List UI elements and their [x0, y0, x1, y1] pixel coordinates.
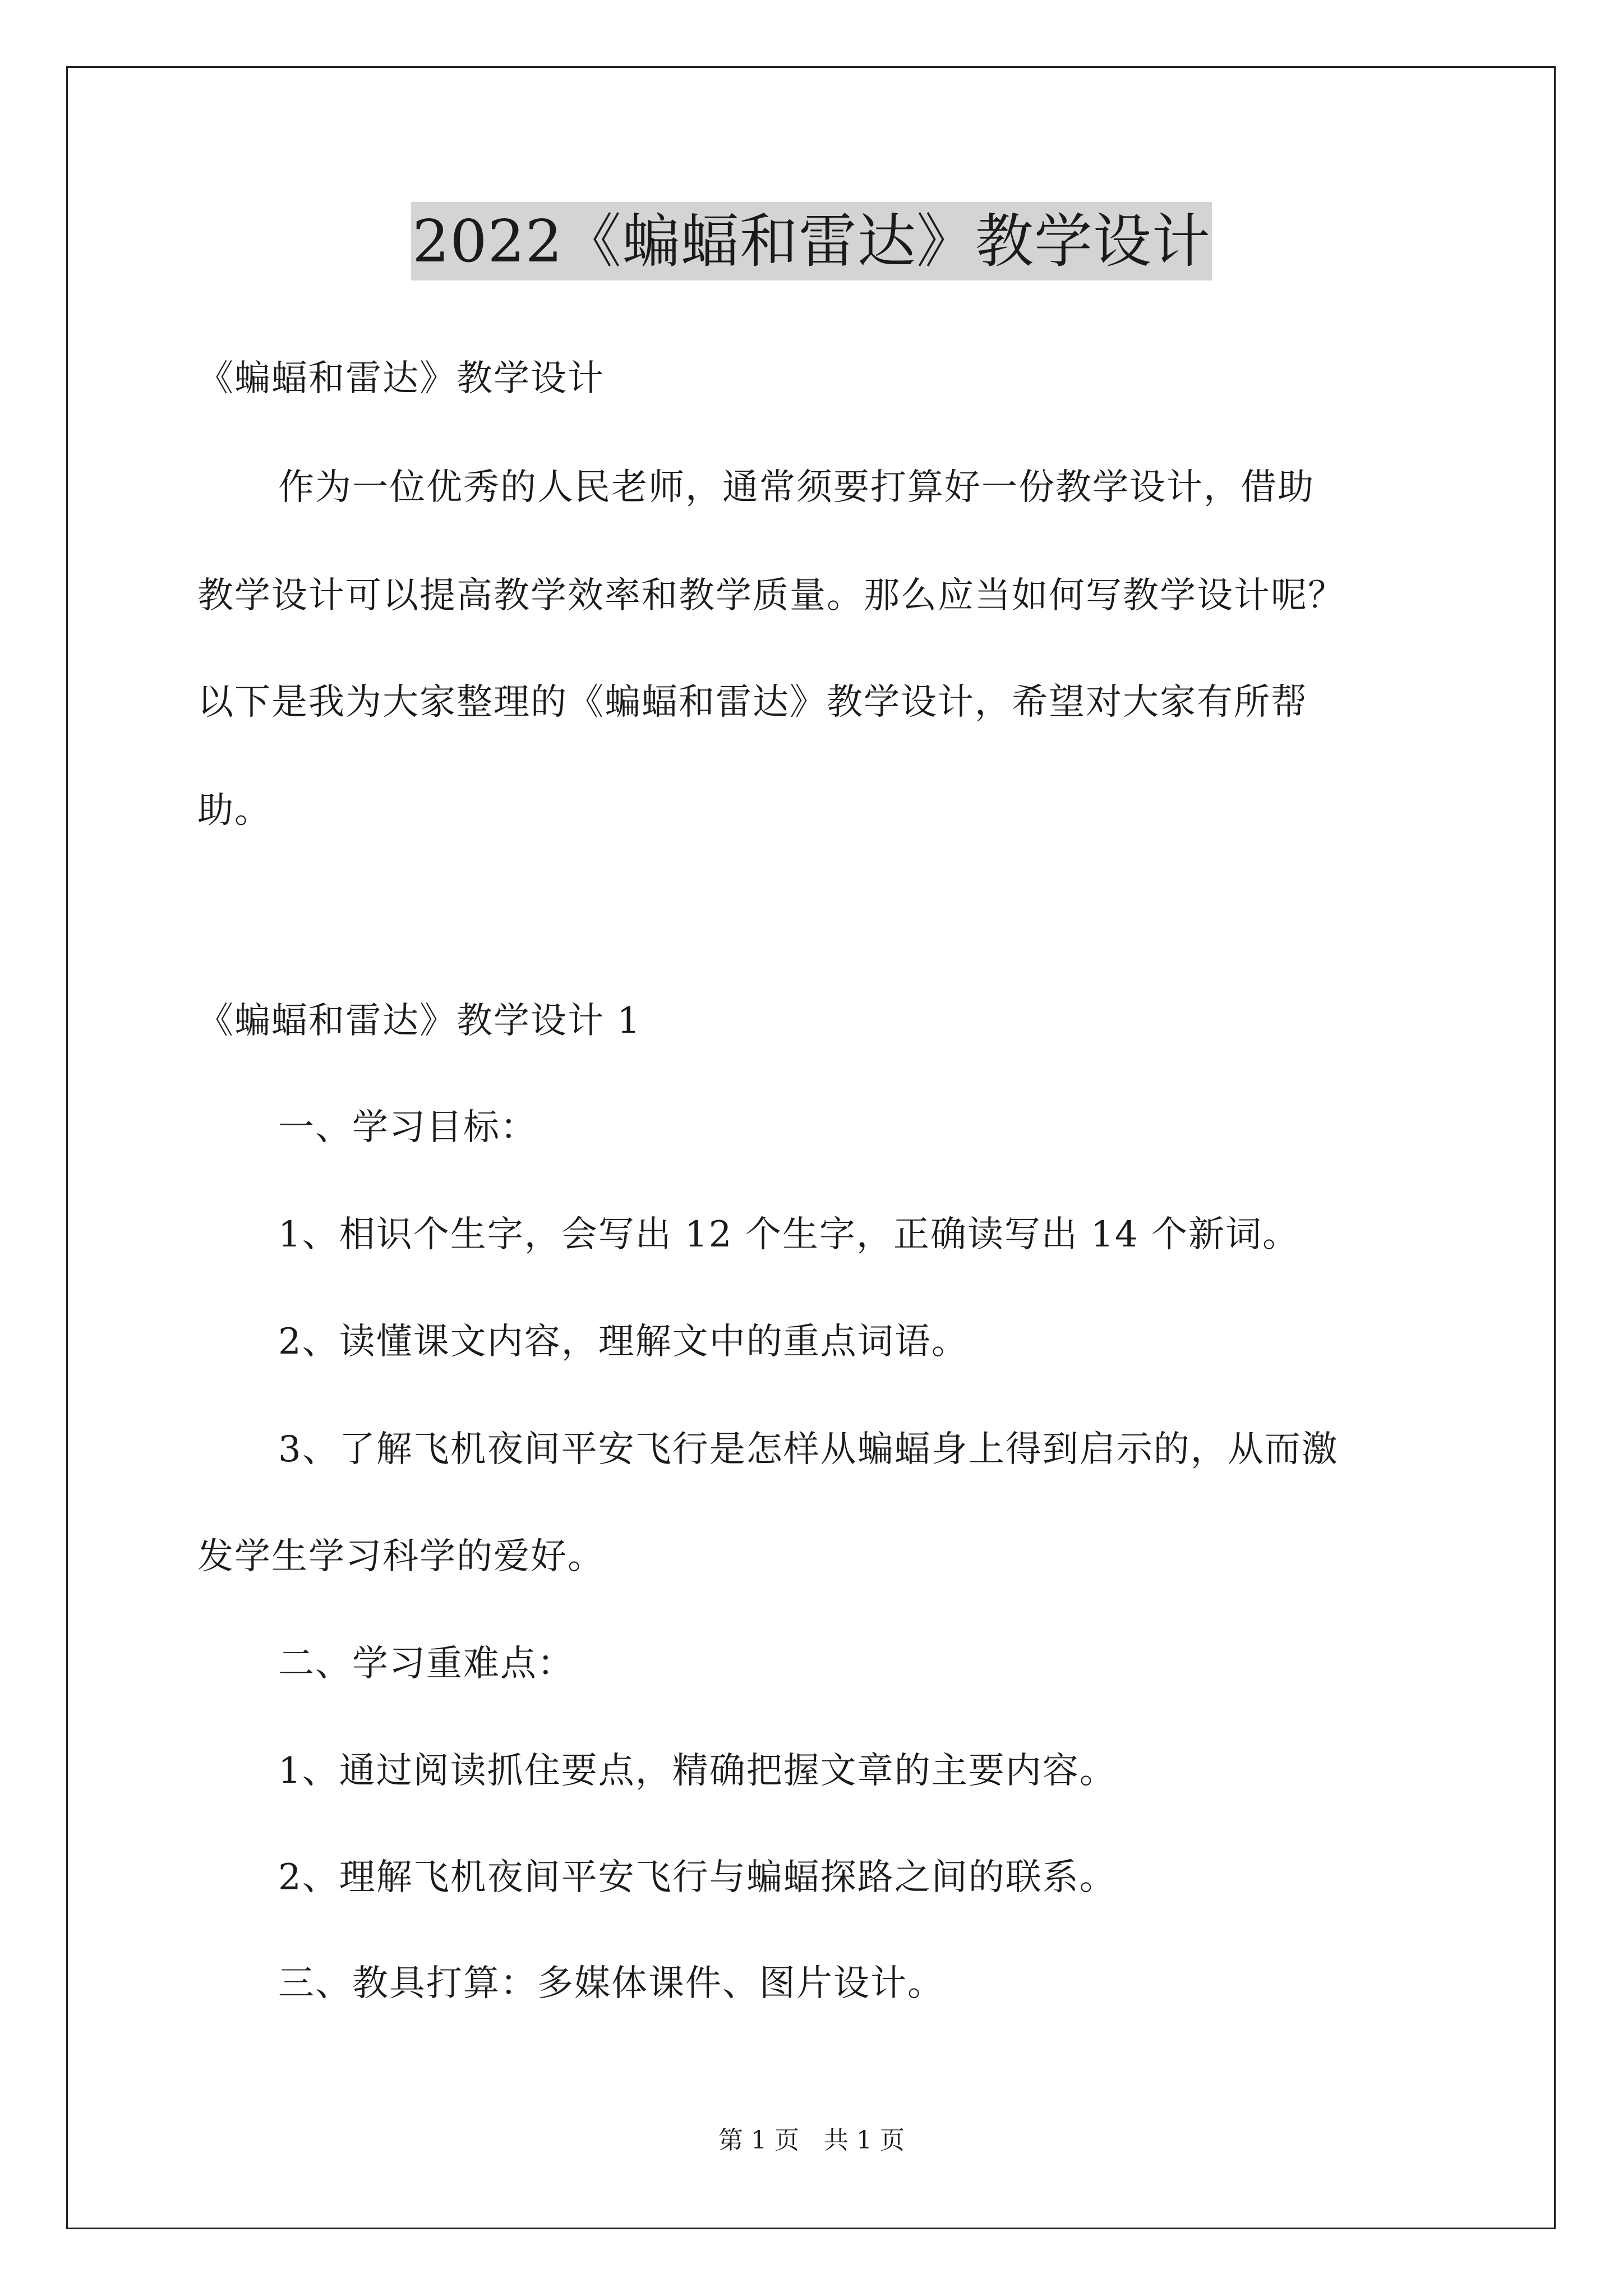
key-point-1: 1、通过阅读抓住要点，精确把握文章的主要内容。	[278, 1750, 1117, 1792]
subtitle-line: 《蝙蝠和雷达》教学设计	[197, 358, 605, 399]
goal-item-3a: 3、了解飞机夜间平安飞行是怎样从蝙蝠身上得到启示的，从而激	[278, 1429, 1339, 1470]
intro-line-4: 助。	[197, 790, 271, 831]
goals-heading: 一、学习目标：	[278, 1107, 537, 1148]
key-points-heading: 二、学习重难点：	[278, 1643, 574, 1685]
goal-item-2: 2、读懂课文内容，理解文中的重点词语。	[278, 1321, 969, 1363]
goal-item-1: 1、相识个生字，会写出 12 个生字，正确读写出 14 个新词。	[278, 1214, 1299, 1255]
page-footer: 第 1 页 共 1 页	[718, 2126, 905, 2155]
goal-item-3b: 发学生学习科学的爱好。	[197, 1536, 605, 1577]
intro-line-2: 教学设计可以提高教学效率和教学质量。那么应当如何写教学设计呢？	[197, 575, 1345, 616]
key-point-2: 2、理解飞机夜间平安飞行与蝙蝠探路之间的联系。	[278, 1857, 1117, 1898]
intro-line-3: 以下是我为大家整理的《蝙蝠和雷达》教学设计，希望对大家有所帮	[197, 682, 1308, 723]
intro-line-1: 作为一位优秀的人民老师，通常须要打算好一份教学设计，借助	[278, 467, 1315, 508]
materials-line: 三、教具打算：多媒体课件、图片设计。	[278, 1963, 944, 2004]
title-container	[0, 202, 1623, 280]
document-title: 2022《蝙蝠和雷达》教学设计	[411, 202, 1212, 280]
section-heading-1: 《蝙蝠和雷达》教学设计 1	[197, 1000, 642, 1042]
